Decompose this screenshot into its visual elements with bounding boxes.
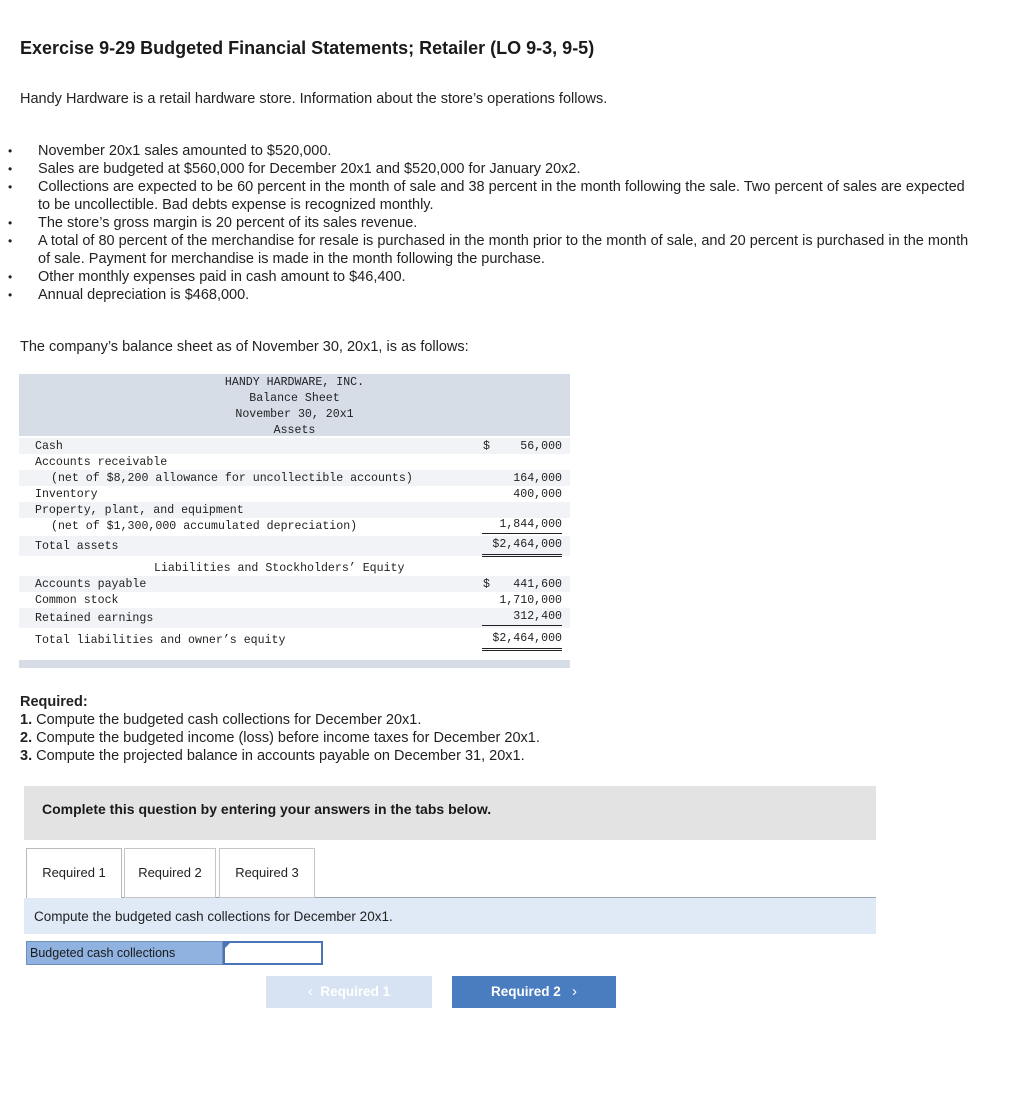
ap-label: Accounts payable xyxy=(35,578,147,591)
complete-banner xyxy=(24,786,876,840)
required-item-text: Compute the budgeted cash collections for December 20x1. xyxy=(32,712,422,728)
ppe-value: 1,844,000 xyxy=(482,518,562,534)
liabilities-heading: Liabilities and Stockholders’ Equity xyxy=(154,562,405,575)
tab-required-2[interactable]: Required 2 xyxy=(124,848,216,898)
required-section xyxy=(20,693,540,765)
ppe-label: Property, plant, and equipment xyxy=(35,504,244,517)
balance-sheet-footer xyxy=(19,660,570,668)
re-label: Retained earnings xyxy=(35,612,154,625)
total-le-label: Total liabilities and owner’s equity xyxy=(35,634,286,647)
input-marker-icon xyxy=(225,943,230,948)
required-item xyxy=(20,711,540,729)
balance-sheet-intro: The company’s balance sheet as of November 30, 20x1, is as follows: xyxy=(20,339,469,355)
required-item-number: 3. xyxy=(20,748,33,764)
cash-label: Cash xyxy=(35,440,63,453)
tab-required-3[interactable]: Required 3 xyxy=(219,848,315,898)
budgeted-cash-collections-label: Budgeted cash collections xyxy=(26,941,223,965)
statement-name: Balance Sheet xyxy=(249,392,340,405)
required-item-number: 1. xyxy=(20,712,33,728)
ap-currency: $ xyxy=(483,578,490,591)
required-item xyxy=(20,729,540,747)
next-required-button[interactable] xyxy=(452,976,616,1008)
list-item: • Other monthly expenses paid in cash amount to $46,400. xyxy=(20,268,980,286)
assets-heading: Assets xyxy=(273,424,316,437)
ppe-sub-label: (net of $1,300,000 accumulated depreciation) xyxy=(51,520,358,533)
chevron-right-icon: › xyxy=(572,983,578,1000)
required-item-number: 2. xyxy=(20,730,33,746)
required-item-text: Compute the projected balance in accounts payable on December 31, 20x1. xyxy=(32,748,525,764)
cash-currency: $ xyxy=(483,440,490,453)
list-item: • Annual depreciation is $468,000. xyxy=(20,286,980,304)
list-item: • Collections are expected to be 60 percent in the month of sale and 38 percent in the month following the sale. Two percent of sales are expected to be uncollectible. Bad debts expense is recognized monthly. xyxy=(20,178,980,214)
instruction-text: Compute the budgeted cash collections for December 20x1. xyxy=(34,909,393,924)
operations-list xyxy=(20,142,980,304)
ar-sub-label: (net of $8,200 allowance for uncollectible accounts) xyxy=(51,472,413,485)
inventory-value: 400,000 xyxy=(513,488,562,501)
ar-value: 164,000 xyxy=(513,472,562,485)
re-value: 312,400 xyxy=(482,610,562,626)
tab-required-1[interactable]: Required 1 xyxy=(26,848,122,900)
ar-label: Accounts receivable xyxy=(35,456,168,469)
exercise-title: Exercise 9-29 Budgeted Financial Statements; Retailer (LO 9-3, 9-5) xyxy=(20,38,595,58)
list-item: • Sales are budgeted at $560,000 for December 20x1 and $520,000 for January 20x2. xyxy=(20,160,980,178)
list-item: • November 20x1 sales amounted to $520,000. xyxy=(20,142,980,160)
cs-label: Common stock xyxy=(35,594,119,607)
required-item-text: Compute the budgeted income (loss) before income taxes for December 20x1. xyxy=(32,730,540,746)
budgeted-cash-collections-input[interactable] xyxy=(223,941,323,965)
total-le-value: $2,464,000 xyxy=(482,632,562,651)
instruction-bar xyxy=(24,898,876,934)
cash-value: 56,000 xyxy=(520,440,562,453)
total-assets-value: $2,464,000 xyxy=(482,538,562,557)
prev-button-label: Required 1 xyxy=(320,984,391,999)
ap-value: 441,600 xyxy=(513,578,562,591)
inventory-label: Inventory xyxy=(35,488,98,501)
balance-sheet xyxy=(19,374,570,668)
statement-date: November 30, 20x1 xyxy=(235,408,354,421)
company-name: HANDY HARDWARE, INC. xyxy=(224,376,365,389)
cs-value: 1,710,000 xyxy=(499,594,562,607)
required-item xyxy=(20,747,540,765)
chevron-left-icon: ‹ xyxy=(307,983,313,1000)
list-item: • A total of 80 percent of the merchandise for resale is purchased in the month prior to the month of sale, and 20 percent is purchased in the month of sale. Payment for merchandise is made in the month following the purchase. xyxy=(20,232,980,268)
total-assets-label: Total assets xyxy=(35,540,119,553)
next-button-label: Required 2 xyxy=(490,984,561,999)
list-item: • The store’s gross margin is 20 percent of its sales revenue. xyxy=(20,214,980,232)
required-heading: Required: xyxy=(20,694,88,710)
intro-text: Handy Hardware is a retail hardware store. Information about the store’s operations follows. xyxy=(20,91,608,107)
complete-banner-text: Complete this question by entering your answers in the tabs below. xyxy=(42,801,492,817)
prev-required-button xyxy=(266,976,432,1008)
